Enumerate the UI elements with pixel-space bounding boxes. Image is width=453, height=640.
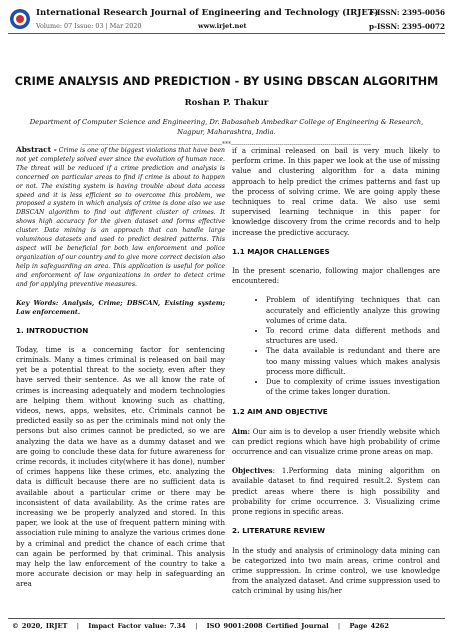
right-column xyxy=(232,146,440,606)
footer-iso: ISO 9001:2008 Certified Journal xyxy=(206,622,329,630)
irjet-logo-icon xyxy=(9,8,31,30)
review-heading: 2. LITERATURE REVIEW xyxy=(232,526,326,536)
intro-continued-text: if a criminal released on bail is very much likely to perform crime. In this paper we look at the use of missing value and clustering algorithm for a data mining approach to help predict the crimes patterns and fast up the process of solving crime. We are going apply these techniques to real crime data. We also use semi supervised learning technique in this paper for knowledge discovery from the crime records and to help increase the predictive accuracy. xyxy=(232,147,440,237)
challenges-list xyxy=(232,295,440,397)
section-separator: ---------------------------------------------------------------------***--------------------------------------------------------------------- xyxy=(82,141,371,148)
footer-copyright: © 2020, IRJET xyxy=(12,622,68,630)
left-column xyxy=(16,146,225,599)
list-item: • To record crime data different methods and structures are used. xyxy=(266,326,440,346)
objectives-text: : 1.Performing data mining algorithm on available dataset to find required result.2. System can predict areas where there is high possibility and probability for crime occurrence. 3. Visualizing crime prone regions in specific areas. xyxy=(232,467,440,517)
paper-title: CRIME ANALYSIS AND PREDICTION - BY USING DBSCAN ALGORITHM xyxy=(14,75,439,88)
journal-website-link[interactable]: www.irjet.net xyxy=(198,22,247,30)
objectives-label: Objectives xyxy=(232,466,273,476)
abstract-label: Abstract - xyxy=(16,145,57,154)
list-item: • Problem of identifying techniques that can accurately and efficiently analyze this growing volumes of crime data. xyxy=(266,295,440,326)
paper-author: Roshan P. Thakur xyxy=(184,98,269,108)
aim-label: Aim: xyxy=(232,426,251,436)
intro-heading: 1. INTRODUCTION xyxy=(16,325,89,335)
footer-page-number: Page 4262 xyxy=(349,622,389,630)
list-item: • Due to complexity of crime issues investigation of the crime takes longer duration. xyxy=(266,377,440,397)
footer-impact-factor: Impact Factor value: 7.34 xyxy=(88,622,186,630)
aim-text: Our aim is to develop a user friendly website which can predict regions which have high probability of crime occurrence and can visualize crime prone areas on map. xyxy=(232,427,440,457)
journal-name: International Research Journal of Engineering and Technology (IRJET) xyxy=(36,8,379,18)
author-affiliation: Department of Computer Science and Engineering, Dr. Babasaheb Ambedkar College of Engineering & Research, Nagpur, Maharashtra, India. xyxy=(29,118,424,136)
pissn: p-ISSN: 2395-0072 xyxy=(368,22,445,31)
volume-info: Volume: 07 Issue: 03 | Mar 2020 xyxy=(36,22,142,30)
footer-divider xyxy=(8,618,445,619)
abstract xyxy=(16,146,225,290)
objectives-paragraph xyxy=(232,466,440,517)
eissn: e-ISSN: 2395-0056 xyxy=(369,8,445,17)
aim-heading: 1.2 AIM AND OBJECTIVE xyxy=(232,407,328,417)
aim-paragraph xyxy=(232,427,440,458)
list-item: • The data available is redundant and there are too many missing values which makes analysis process more difficult. xyxy=(266,346,440,377)
challenges-heading: 1.1 MAJOR CHALLENGES xyxy=(232,246,330,256)
abstract-text: Crime is one of the biggest violations that have been not yet completely solved ever since the evolution of human race. The threat will be reduced if a crime prediction and analysis is concerned on particular areas to find if crime is about to happen or not. The existing system is having trouble about data access speed and it is less efficient so to overcome this problem, we proposed a system in which analysis of crime is done also we use DBSCAN algorithm to find out different cluster of crimes. It shows high accuracy for the given dataset and forms effective cluster. Data mining is an approach that can handle large voluminous datasets and used to predict desired patterns. This aspect will be beneficial for both law enforcement and police organization of our country and to give more correct decision also help in safeguarding an area. This application is useful for police and enforcement of law organizations in order to detect crime and for applying preventive measures. xyxy=(16,147,226,288)
keywords: Key Words: Analysis, Crime; DBSCAN, Existing system; Law enforcement. xyxy=(16,298,225,316)
challenges-intro: In the present scenario, following major challenges are encountered: xyxy=(232,267,440,286)
review-text: In the study and analysis of criminology data mining can be categorized into two main areas, crime control and crime suppression. In crime control, we use knowledge from the analyzed dataset. And crime suppression used to catch criminal by using his/her xyxy=(232,546,440,596)
header-divider xyxy=(8,33,445,34)
intro-text: Today, time is a concerning factor for sentencing criminals. Many a times criminal is released on bail may yet be a potential threat to the society, even after they have served their sentence. As we all know the rate of crimes is increasing adequately and modern technologies are helping them without knowing such as chatting, videos, news, apps, websites, etc. Criminals cannot be predicted easily so as per the criminals mind not only the persons but also crimes cannot be predicted, so we are analyzing the data we have as a dummy dataset and we are going to conclude these data for future awareness for crime records, it includes city(where it has done), number of crimes happens like these crimes, etc. analyzing the data is difficult because there are no sufficient data is available about a particular crime or there may be inconsistent of data availability. As the crime rates are increasing we be properly analyzed and stored. In this paper, we look at the use of frequent pattern mining with association rule mining to analyze the various crimes done by a criminal and predict the chance of each crime that can again be performed by that criminal. This analysis may help the law enforcement of the country to take a more accurate decision or may help in safeguarding an area xyxy=(16,345,225,589)
page-footer: © 2020, IRJET | Impact Factor value: 7.34 | ISO 9001:2008 Certified Journal | Page 4262 xyxy=(12,622,389,630)
